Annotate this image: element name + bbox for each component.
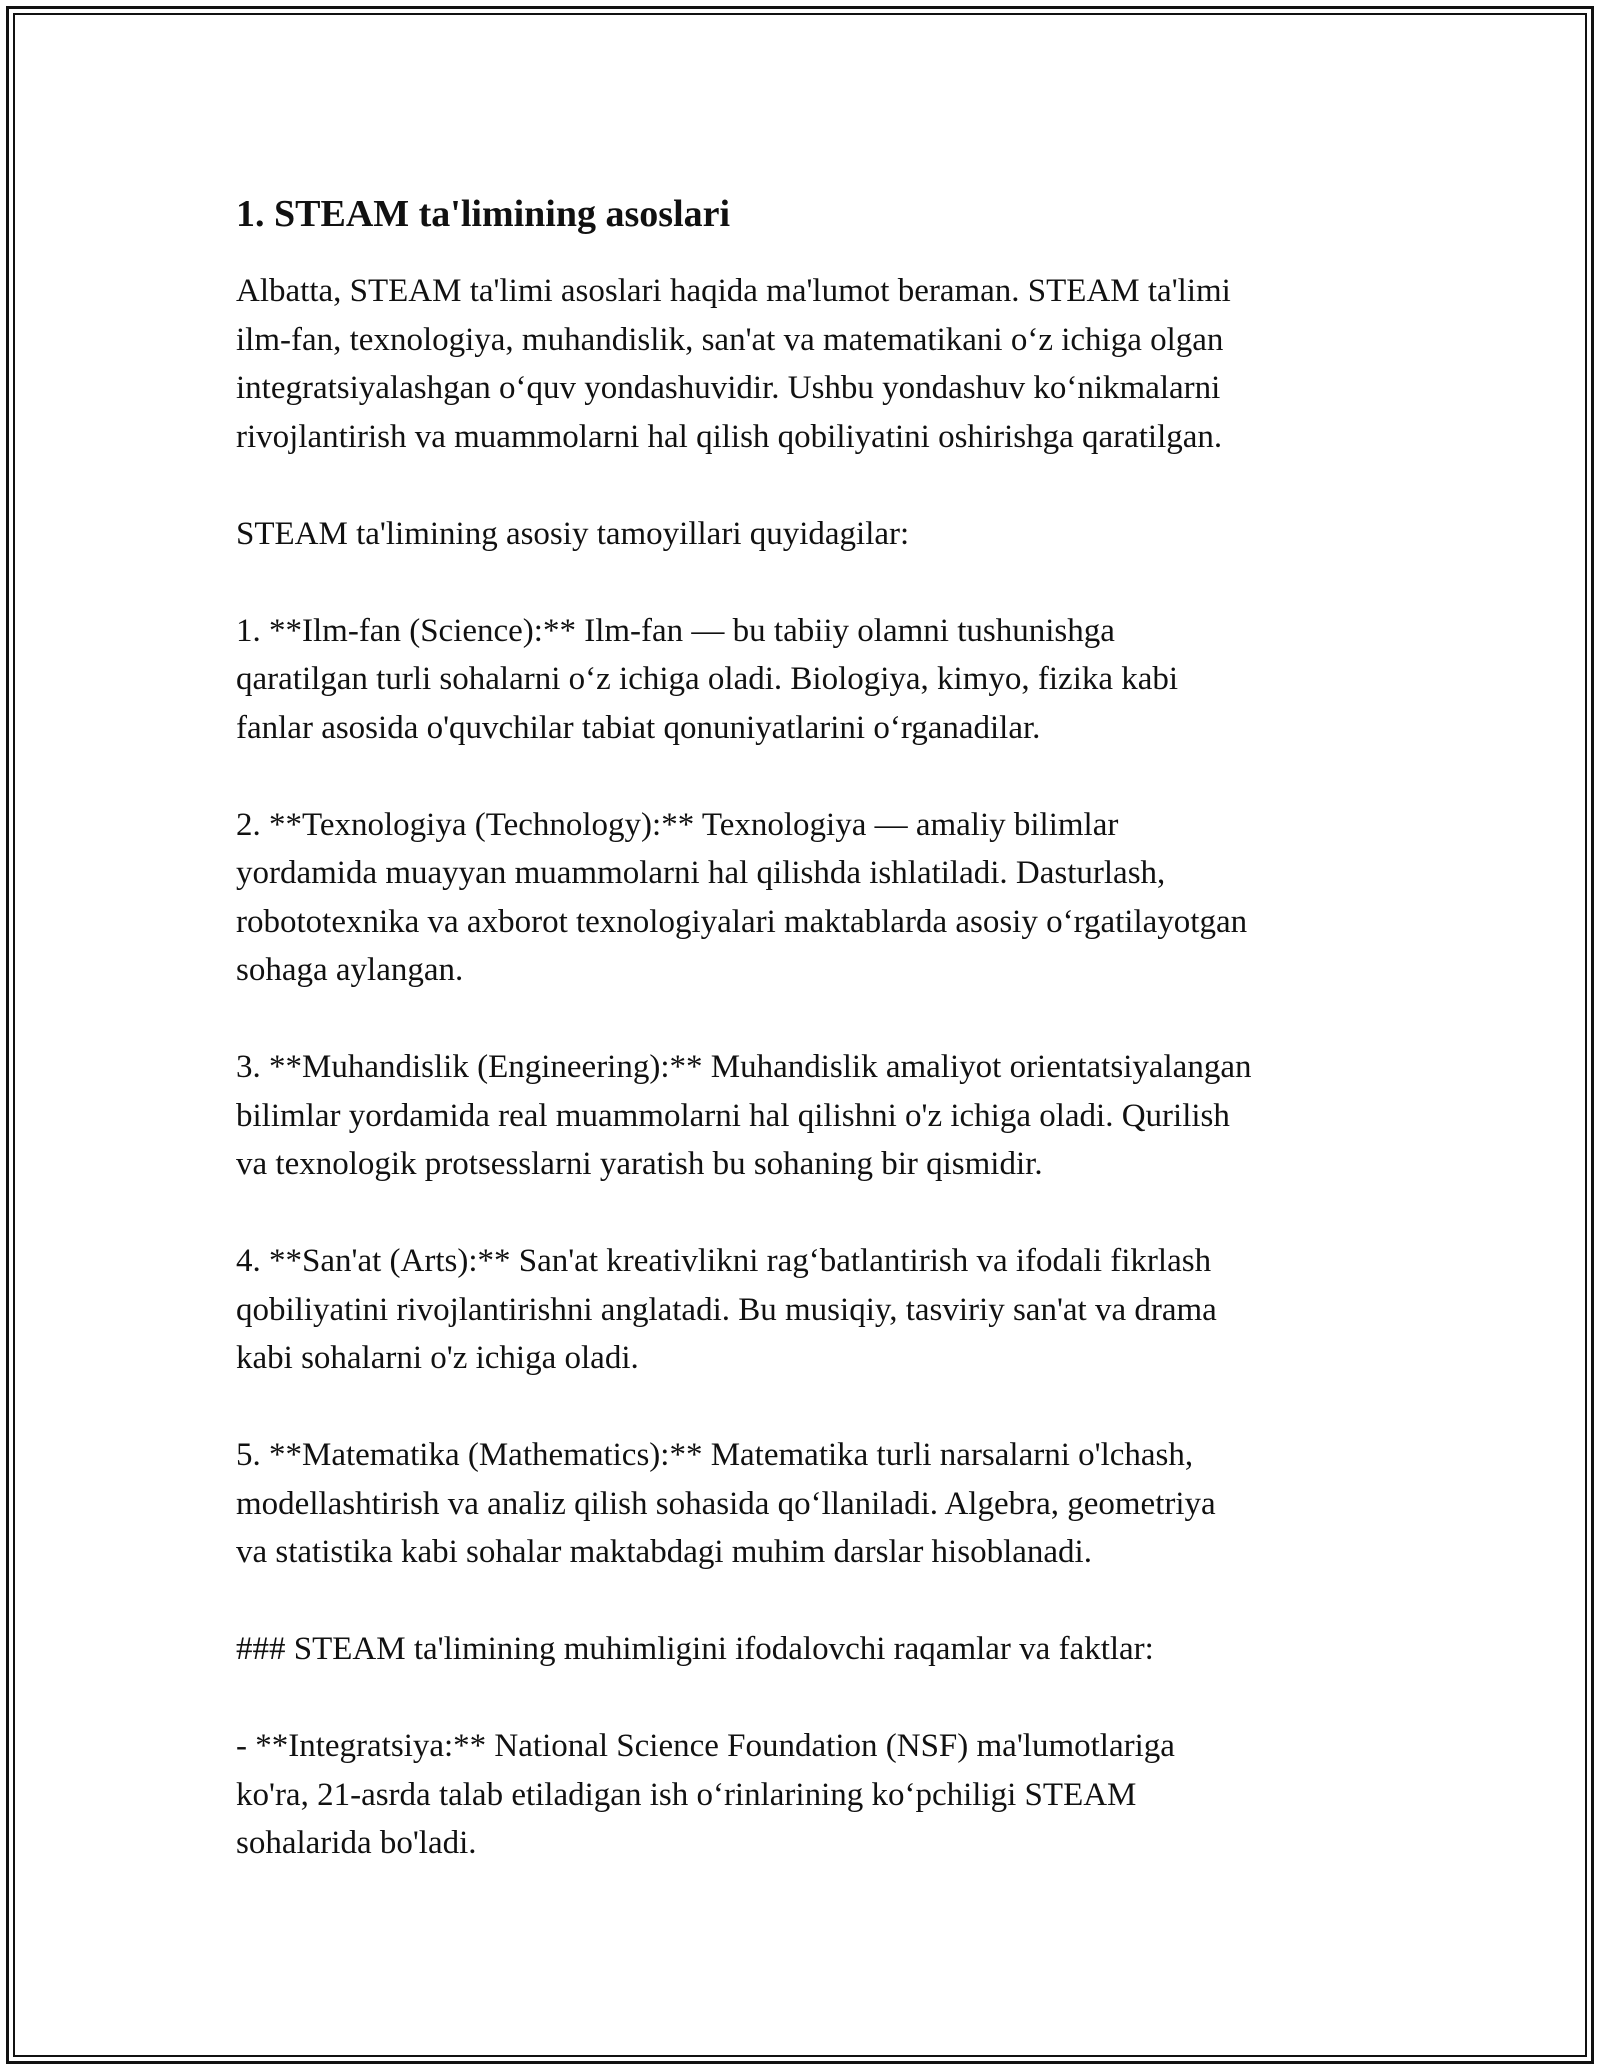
principle-technology: 2. **Texnologiya (Technology):** Texnologiya — amaliy bilimlar yordamida muayyan muammolarni hal qilishda ishlatiladi. Dasturlash, robototexnika va axborot texnologiyalari maktablarda asosiy o‘rgatilayotgan sohaga aylangan. xyxy=(236,806,1248,988)
principle-mathematics: 5. **Matematika (Mathematics):** Matematika turli narsalarni o'lchash, modellashtirish va analiz qilish sohasida qo‘llaniladi. Algebra, geometriya va statistika kabi sohalar maktabdagi muhim darslar hisoblanadi. xyxy=(236,1437,1216,1570)
fact-integration: - **Integratsiya:** National Science Foundation (NSF) ma'lumotlariga ko'ra, 21-asrda talab etiladigan ish o‘rinlarining ko‘pchiligi STEAM sohalarida bo'ladi. xyxy=(236,1728,1175,1861)
facts-subheading: ### STEAM ta'limining muhimligini ifodalovchi raqamlar va faktlar: xyxy=(236,1631,1154,1667)
principle-engineering: 3. **Muhandislik (Engineering):** Muhandislik amaliyot orientatsiyalangan bilimlar yordamida real muammolarni hal qilishni o'z ichiga oladi. Qurilish va texnologik protsesslarni yaratish bu sohaning bir qismidir. xyxy=(236,1049,1252,1182)
principle-science: 1. **Ilm-fan (Science):** Ilm-fan — bu tabiiy olamni tushunishga qaratilgan turli sohalarni o‘z ichiga oladi. Biologiya, kimyo, fizika kabi fanlar asosida o'quvchilar tabiat qonuniyatlarini o‘rganadilar. xyxy=(236,612,1179,746)
intro-paragraph: Albatta, STEAM ta'limi asoslari haqida ma'lumot beraman. STEAM ta'limi ilm-fan, texnologiya, muhandislik, san'at va matematikani o‘z ichiga olgan integratsiyalashgan o‘quv yondashuvidir. Ushbu yondashuv ko‘nikmalarni rivojlantirish va muammolarni hal qilish qobiliyatini oshirishga qaratilgan. xyxy=(236,273,1231,455)
document-body xyxy=(236,180,1386,1916)
section-heading: 1. STEAM ta'limining asoslari xyxy=(236,193,731,235)
principles-intro: STEAM ta'limining asosiy tamoyillari quyidagilar: xyxy=(236,515,910,552)
principle-arts: 4. **San'at (Arts):** San'at kreativlikni rag‘batlantirish va ifodali fikrlash qobiliyatini rivojlantirishni anglatadi. Bu musiqiy, tasviriy san'at va drama kabi sohalarni o'z ichiga oladi. xyxy=(236,1243,1217,1376)
